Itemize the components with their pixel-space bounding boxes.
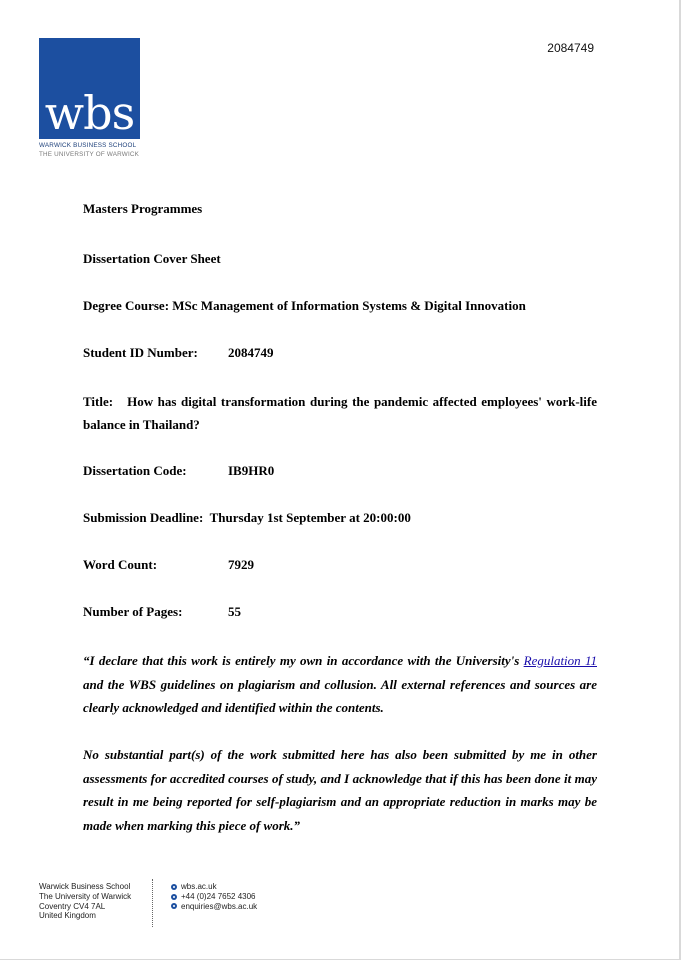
word-count-value: 7929 [228,557,254,572]
footer-divider [152,879,153,927]
declaration-text-start: “I declare that this work is entirely my own in accordance with the University's [83,653,524,668]
declaration-text-end: and the WBS guidelines on plagiarism and collusion. All external references and sources are clearly acknowledged and identified within the contents. [83,676,597,715]
address-line: United Kingdom [39,911,96,921]
code-label: Dissertation Code: [83,463,187,478]
globe-icon [171,884,177,890]
degree-course: Degree Course: MSc Management of Information Systems & Digital Innovation [83,298,526,313]
deadline-value: Thursday 1st September at 20:00:00 [209,510,411,525]
word-count-label: Word Count: [83,557,158,572]
address-line: Coventry CV4 7AL [39,901,106,911]
wbs-logo [39,38,140,139]
phone-icon [171,894,177,900]
email-icon [171,903,177,909]
sheet-title: Dissertation Cover Sheet [83,251,221,266]
footer-website[interactable]: wbs.ac.uk [181,882,217,891]
address-line: Warwick Business School [39,882,131,891]
header-student-id: 2084749 [547,41,594,55]
footer-email-row [171,902,257,912]
deadline-row [83,510,597,526]
footer-email[interactable]: enquiries@wbs.ac.uk [181,901,258,911]
footer-website-row [171,882,257,892]
logo-university-name: THE UNIVERSITY OF WARWICK [39,151,140,158]
title-label: Title: [83,394,114,409]
student-id-value: 2084749 [228,345,274,360]
student-id-label: Student ID Number: [83,345,198,360]
footer-phone: +44 (0)24 7652 4306 [181,891,256,901]
address-line: The University of Warwick [39,891,132,901]
student-id-row [83,345,597,361]
title-value: How has digital transformation during the pandemic affected employees' work-life balance in Thailand? [83,394,597,432]
logo-wordmark: wbs [44,86,135,140]
footer-phone-row [171,892,257,902]
word-count-row [83,557,597,573]
declaration-paragraph-2: No substantial part(s) of the work submitted here has also been submitted by me in other assessments for accredited courses of study, and I acknowledge that if this has been done it may result in me being reported for self-plagiarism and an appropriate reduction in marks may be made when marking this piece of work.” [83,747,597,833]
footer-address [39,882,131,921]
logo-school-name: WARWICK BUSINESS SCHOOL [39,142,137,149]
footer-contacts [171,882,257,911]
dissertation-code-row [83,463,597,479]
declaration-paragraph-1 [83,649,597,720]
pages-row [83,604,597,620]
code-value: IB9HR0 [228,463,275,478]
deadline-label: Submission Deadline: [83,510,204,525]
pages-value: 55 [228,604,241,619]
regulation-11-link[interactable]: Regulation 11 [523,653,597,668]
pages-label: Number of Pages: [83,604,183,619]
dissertation-title [83,390,597,436]
programme-heading: Masters Programmes [83,201,203,216]
